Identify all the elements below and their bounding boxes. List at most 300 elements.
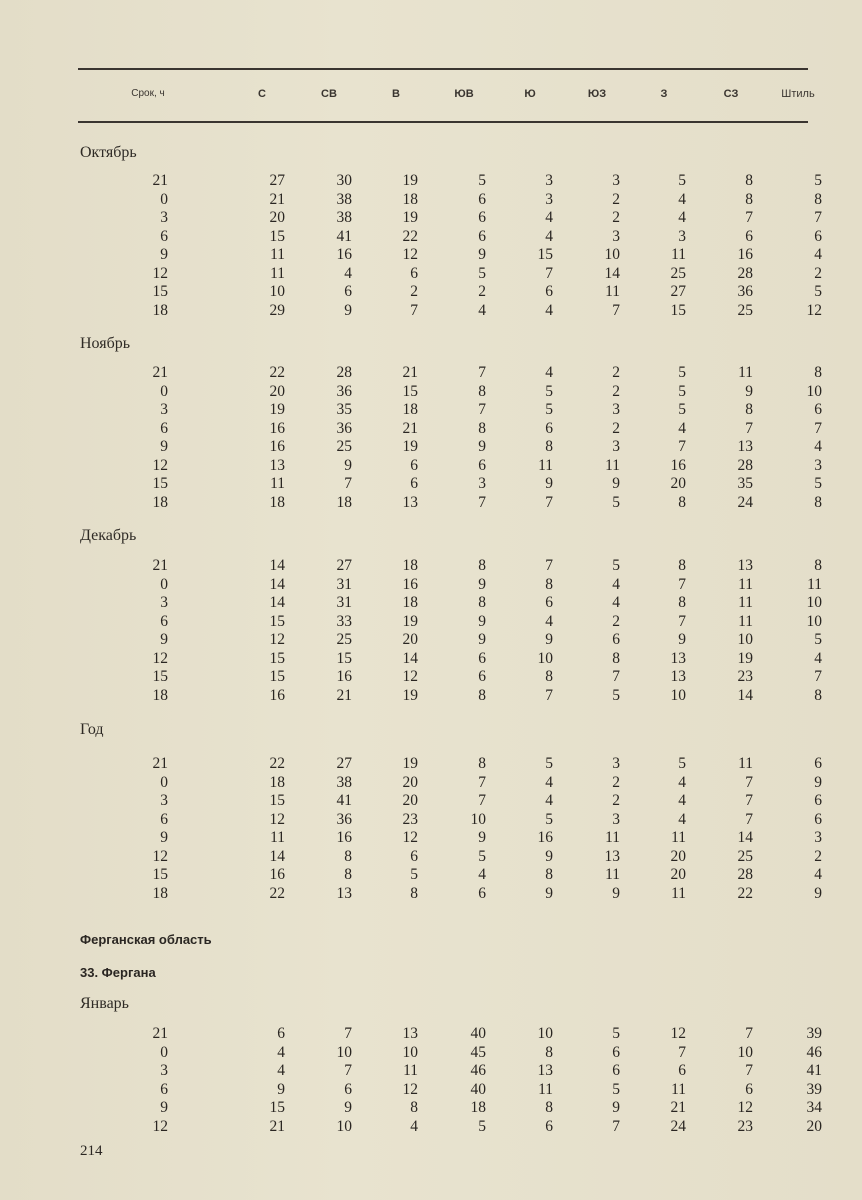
table-cell: 11: [671, 246, 686, 263]
table-row: [0, 265, 862, 284]
table-row: [0, 557, 862, 576]
table-cell: 9: [344, 456, 352, 474]
table-cell: 14: [604, 264, 620, 282]
table-cell: 5: [545, 810, 553, 828]
table-cell: 6: [344, 283, 352, 300]
table-row: [0, 209, 862, 228]
table-cell: 4: [277, 1062, 285, 1079]
table-cell: 4: [814, 649, 822, 667]
header-nw: СЗ: [723, 88, 739, 100]
row-hour-cell: 18: [152, 686, 168, 704]
table-cell: 19: [402, 438, 418, 455]
row-hour-cell: 3: [160, 209, 168, 226]
table-cell: 28: [737, 264, 753, 282]
table-cell: 20: [269, 382, 285, 400]
table-cell: 8: [545, 438, 553, 455]
table-cell: 4: [678, 190, 686, 208]
table-cell: 41: [806, 1062, 822, 1079]
table-cell: 13: [269, 456, 285, 474]
table-cell: 11: [671, 884, 686, 902]
table-cell: 28: [336, 364, 352, 381]
table-cell: 7: [478, 364, 486, 381]
table-cell: 4: [344, 264, 352, 282]
table-cell: 11: [403, 1062, 418, 1079]
table-cell: 7: [678, 575, 686, 593]
table-cell: 7: [814, 668, 822, 685]
table-cell: 25: [737, 847, 753, 865]
table-cell: 15: [269, 227, 285, 245]
row-hour-cell: 9: [160, 438, 168, 455]
table-cell: 8: [814, 557, 822, 574]
table-cell: 9: [478, 246, 486, 263]
table-cell: 19: [737, 649, 753, 667]
row-hour-cell: 3: [160, 792, 168, 809]
table-cell: 16: [269, 419, 285, 437]
table-cell: 18: [402, 557, 418, 574]
table-row: [0, 576, 862, 595]
table-cell: 3: [612, 227, 620, 245]
table-cell: 12: [402, 829, 418, 846]
table-cell: 16: [336, 246, 352, 263]
table-cell: 10: [806, 612, 822, 630]
table-cell: 6: [745, 1080, 753, 1098]
table-row: [0, 1081, 862, 1100]
table-cell: 7: [745, 1025, 753, 1042]
table-cell: 2: [814, 264, 822, 282]
table-cell: 9: [745, 382, 753, 400]
table-cell: 7: [745, 209, 753, 226]
row-hour-cell: 15: [152, 866, 168, 883]
table-cell: 11: [738, 755, 753, 772]
table-cell: 4: [678, 773, 686, 791]
table-cell: 7: [745, 419, 753, 437]
table-cell: 18: [402, 594, 418, 611]
table-cell: 23: [737, 1117, 753, 1135]
table-row: [0, 668, 862, 687]
table-cell: 4: [545, 227, 553, 245]
table-row: [0, 401, 862, 420]
table-cell: 41: [336, 792, 352, 809]
table-cell: 6: [344, 1080, 352, 1098]
table-cell: 36: [737, 283, 753, 300]
table-cell: 11: [270, 475, 285, 492]
table-cell: 12: [806, 301, 822, 319]
table-cell: 38: [336, 209, 352, 226]
table-cell: 8: [344, 866, 352, 883]
table-cell: 2: [612, 209, 620, 226]
table-cell: 4: [277, 1043, 285, 1061]
table-cell: 10: [737, 1043, 753, 1061]
table-cell: 12: [737, 1099, 753, 1116]
table-cell: 6: [545, 283, 553, 300]
table-cell: 3: [814, 456, 822, 474]
table-cell: 36: [336, 382, 352, 400]
row-hour-cell: 3: [160, 1062, 168, 1079]
table-cell: 11: [671, 829, 686, 846]
table-cell: 3: [814, 829, 822, 846]
table-cell: 14: [269, 594, 285, 611]
table-row: [0, 631, 862, 650]
table-cell: 12: [269, 631, 285, 648]
table-cell: 8: [745, 172, 753, 189]
table-cell: 4: [612, 594, 620, 611]
table-cell: 13: [537, 1062, 553, 1079]
table-cell: 28: [737, 866, 753, 883]
table-row: [0, 228, 862, 247]
table-cell: 9: [478, 829, 486, 846]
table-cell: 20: [806, 1117, 822, 1135]
row-hour-cell: 21: [152, 172, 168, 189]
table-row: [0, 283, 862, 302]
table-cell: 19: [402, 172, 418, 189]
table-cell: 46: [806, 1043, 822, 1061]
table-cell: 4: [478, 866, 486, 883]
table-cell: 19: [402, 686, 418, 704]
table-cell: 5: [814, 172, 822, 189]
table-row: [0, 1118, 862, 1137]
table-cell: 7: [545, 557, 553, 574]
table-cell: 20: [402, 773, 418, 791]
table-cell: 10: [537, 649, 553, 667]
table-cell: 21: [402, 364, 418, 381]
table-cell: 22: [269, 364, 285, 381]
table-cell: 40: [470, 1080, 486, 1098]
table-cell: 6: [410, 847, 418, 865]
row-hour-cell: 21: [152, 557, 168, 574]
row-hour-cell: 15: [152, 668, 168, 685]
table-cell: 7: [745, 792, 753, 809]
table-cell: 8: [410, 884, 418, 902]
table-cell: 39: [806, 1025, 822, 1042]
row-hour-cell: 6: [160, 419, 168, 437]
table-cell: 18: [402, 401, 418, 418]
table-cell: 7: [612, 1117, 620, 1135]
row-hour-cell: 18: [152, 301, 168, 319]
table-cell: 9: [545, 847, 553, 865]
table-top-rule: [78, 68, 808, 70]
section-title-january: Январь: [80, 995, 129, 1012]
table-row: [0, 383, 862, 402]
table-cell: 11: [270, 829, 285, 846]
table-cell: 8: [545, 866, 553, 883]
table-cell: 29: [269, 301, 285, 319]
table-cell: 22: [269, 755, 285, 772]
table-cell: 27: [670, 283, 686, 300]
table-cell: 5: [545, 382, 553, 400]
table-cell: 36: [336, 419, 352, 437]
header-w: З: [660, 88, 668, 100]
table-row: [0, 755, 862, 774]
table-cell: 4: [678, 419, 686, 437]
table-cell: 31: [336, 575, 352, 593]
table-cell: 13: [336, 884, 352, 902]
table-cell: 21: [269, 190, 285, 208]
table-row: [0, 457, 862, 476]
table-cell: 13: [670, 649, 686, 667]
table-cell: 9: [277, 1080, 285, 1098]
table-cell: 15: [269, 612, 285, 630]
table-cell: 21: [269, 1117, 285, 1135]
table-cell: 14: [269, 847, 285, 865]
table-cell: 8: [814, 190, 822, 208]
row-hour-cell: 0: [160, 773, 168, 791]
table-cell: 13: [670, 668, 686, 685]
table-cell: 2: [612, 190, 620, 208]
table-cell: 15: [537, 246, 553, 263]
table-cell: 6: [612, 1043, 620, 1061]
table-cell: 11: [538, 1080, 553, 1098]
table-cell: 2: [612, 773, 620, 791]
row-hour-cell: 9: [160, 246, 168, 263]
table-cell: 25: [336, 438, 352, 455]
table-cell: 16: [737, 246, 753, 263]
table-cell: 13: [402, 1025, 418, 1042]
table-row: [0, 687, 862, 706]
table-cell: 6: [545, 419, 553, 437]
table-cell: 12: [670, 1025, 686, 1042]
table-cell: 4: [545, 773, 553, 791]
table-cell: 10: [604, 246, 620, 263]
row-hour-cell: 3: [160, 594, 168, 611]
table-row: [0, 475, 862, 494]
row-hour-cell: 9: [160, 1099, 168, 1116]
table-cell: 6: [478, 190, 486, 208]
table-cell: 2: [612, 792, 620, 809]
row-hour-cell: 6: [160, 612, 168, 630]
table-cell: 6: [745, 227, 753, 245]
table-row: [0, 829, 862, 848]
table-cell: 3: [612, 438, 620, 455]
table-cell: 11: [605, 829, 620, 846]
table-cell: 11: [605, 283, 620, 300]
row-hour-cell: 6: [160, 1080, 168, 1098]
table-cell: 10: [336, 1043, 352, 1061]
table-cell: 5: [545, 401, 553, 418]
table-cell: 3: [678, 227, 686, 245]
section-title-december: Декабрь: [80, 527, 137, 544]
table-cell: 15: [269, 1099, 285, 1116]
table-row: [0, 302, 862, 321]
table-cell: 6: [814, 755, 822, 772]
table-cell: 15: [402, 382, 418, 400]
row-hour-cell: 6: [160, 227, 168, 245]
table-row: [0, 613, 862, 632]
table-cell: 9: [612, 884, 620, 902]
table-cell: 8: [814, 493, 822, 511]
table-cell: 9: [612, 1099, 620, 1116]
table-cell: 3: [612, 810, 620, 828]
table-cell: 9: [344, 301, 352, 319]
table-cell: 5: [814, 475, 822, 492]
table-cell: 25: [737, 301, 753, 319]
table-cell: 8: [478, 557, 486, 574]
table-cell: 5: [478, 1117, 486, 1135]
table-cell: 27: [269, 172, 285, 189]
table-cell: 9: [814, 773, 822, 791]
table-cell: 14: [737, 829, 753, 846]
table-cell: 6: [277, 1025, 285, 1042]
table-cell: 6: [814, 227, 822, 245]
table-cell: 6: [545, 594, 553, 611]
table-cell: 7: [814, 419, 822, 437]
table-cell: 5: [678, 382, 686, 400]
row-hour-cell: 12: [152, 456, 168, 474]
row-hour-cell: 21: [152, 755, 168, 772]
row-hour-cell: 0: [160, 190, 168, 208]
table-cell: 11: [807, 575, 822, 593]
header-srok: Срок, ч: [131, 88, 165, 99]
table-row: [0, 246, 862, 265]
table-row: [0, 885, 862, 904]
table-cell: 12: [269, 810, 285, 828]
row-hour-cell: 9: [160, 631, 168, 648]
table-cell: 39: [806, 1080, 822, 1098]
table-cell: 3: [612, 755, 620, 772]
table-cell: 15: [269, 668, 285, 685]
table-cell: 10: [402, 1043, 418, 1061]
table-cell: 19: [269, 401, 285, 418]
table-cell: 15: [336, 649, 352, 667]
table-cell: 20: [402, 792, 418, 809]
table-cell: 2: [410, 283, 418, 300]
table-cell: 36: [336, 810, 352, 828]
table-cell: 7: [478, 493, 486, 511]
table-cell: 18: [470, 1099, 486, 1116]
table-cell: 5: [612, 557, 620, 574]
table-cell: 9: [478, 612, 486, 630]
table-cell: 4: [814, 246, 822, 263]
table-cell: 6: [410, 264, 418, 282]
table-cell: 2: [612, 419, 620, 437]
table-cell: 18: [402, 190, 418, 208]
table-cell: 27: [336, 557, 352, 574]
table-cell: 2: [612, 612, 620, 630]
table-cell: 4: [545, 792, 553, 809]
table-cell: 8: [745, 401, 753, 418]
table-cell: 7: [478, 773, 486, 791]
table-cell: 24: [737, 493, 753, 511]
table-cell: 3: [545, 172, 553, 189]
table-cell: 7: [612, 668, 620, 685]
table-cell: 25: [670, 264, 686, 282]
table-cell: 3: [612, 172, 620, 189]
table-cell: 19: [402, 209, 418, 226]
table-cell: 8: [745, 190, 753, 208]
table-cell: 3: [545, 190, 553, 208]
table-cell: 21: [336, 686, 352, 704]
row-hour-cell: 12: [152, 264, 168, 282]
table-cell: 23: [402, 810, 418, 828]
header-se: ЮВ: [454, 88, 474, 100]
table-cell: 21: [402, 419, 418, 437]
table-cell: 6: [478, 884, 486, 902]
table-cell: 7: [545, 493, 553, 511]
table-cell: 6: [814, 401, 822, 418]
table-cell: 12: [402, 246, 418, 263]
table-cell: 8: [478, 382, 486, 400]
table-cell: 5: [478, 847, 486, 865]
table-cell: 20: [670, 866, 686, 883]
header-calm: Штиль: [781, 88, 815, 100]
table-cell: 6: [814, 810, 822, 828]
row-hour-cell: 6: [160, 810, 168, 828]
table-cell: 14: [269, 575, 285, 593]
table-cell: 28: [737, 456, 753, 474]
table-cell: 8: [478, 755, 486, 772]
table-cell: 7: [478, 792, 486, 809]
table-cell: 5: [478, 264, 486, 282]
table-cell: 18: [269, 493, 285, 511]
table-cell: 4: [410, 1117, 418, 1135]
table-cell: 6: [478, 456, 486, 474]
table-cell: 8: [545, 1043, 553, 1061]
table-cell: 11: [738, 364, 753, 381]
table-cell: 22: [737, 884, 753, 902]
table-header: [0, 88, 862, 108]
table-cell: 20: [402, 631, 418, 648]
table-cell: 8: [678, 557, 686, 574]
section-title-october: Октябрь: [80, 144, 137, 161]
table-cell: 2: [814, 847, 822, 865]
table-cell: 19: [402, 755, 418, 772]
table-cell: 2: [478, 283, 486, 300]
table-cell: 10: [806, 594, 822, 611]
table-cell: 5: [678, 755, 686, 772]
table-row: [0, 364, 862, 383]
table-cell: 6: [478, 649, 486, 667]
table-cell: 10: [537, 1025, 553, 1042]
table-october: [0, 172, 862, 320]
table-cell: 20: [670, 847, 686, 865]
row-hour-cell: 12: [152, 847, 168, 865]
table-cell: 5: [612, 686, 620, 704]
table-cell: 8: [612, 649, 620, 667]
table-cell: 5: [612, 1025, 620, 1042]
table-cell: 7: [678, 612, 686, 630]
table-cell: 14: [737, 686, 753, 704]
table-cell: 11: [738, 594, 753, 611]
table-cell: 7: [344, 1025, 352, 1042]
table-cell: 7: [612, 301, 620, 319]
table-cell: 8: [545, 668, 553, 685]
table-cell: 10: [336, 1117, 352, 1135]
table-november: [0, 364, 862, 512]
table-cell: 4: [814, 866, 822, 883]
table-cell: 10: [470, 810, 486, 828]
table-cell: 6: [545, 1117, 553, 1135]
table-cell: 4: [545, 364, 553, 381]
row-hour-cell: 0: [160, 1043, 168, 1061]
table-december: [0, 557, 862, 705]
table-row: [0, 650, 862, 669]
table-cell: 5: [612, 1080, 620, 1098]
table-cell: 18: [269, 773, 285, 791]
table-cell: 2: [612, 364, 620, 381]
table-cell: 5: [678, 172, 686, 189]
table-cell: 6: [478, 209, 486, 226]
table-row: [0, 1062, 862, 1081]
table-cell: 6: [410, 475, 418, 492]
table-cell: 11: [605, 456, 620, 474]
table-cell: 7: [814, 209, 822, 226]
table-cell: 33: [336, 612, 352, 630]
table-cell: 27: [336, 755, 352, 772]
table-cell: 31: [336, 594, 352, 611]
table-cell: 7: [545, 686, 553, 704]
table-header-rule: [78, 121, 808, 123]
header-s: Ю: [524, 88, 536, 100]
table-cell: 11: [738, 575, 753, 593]
